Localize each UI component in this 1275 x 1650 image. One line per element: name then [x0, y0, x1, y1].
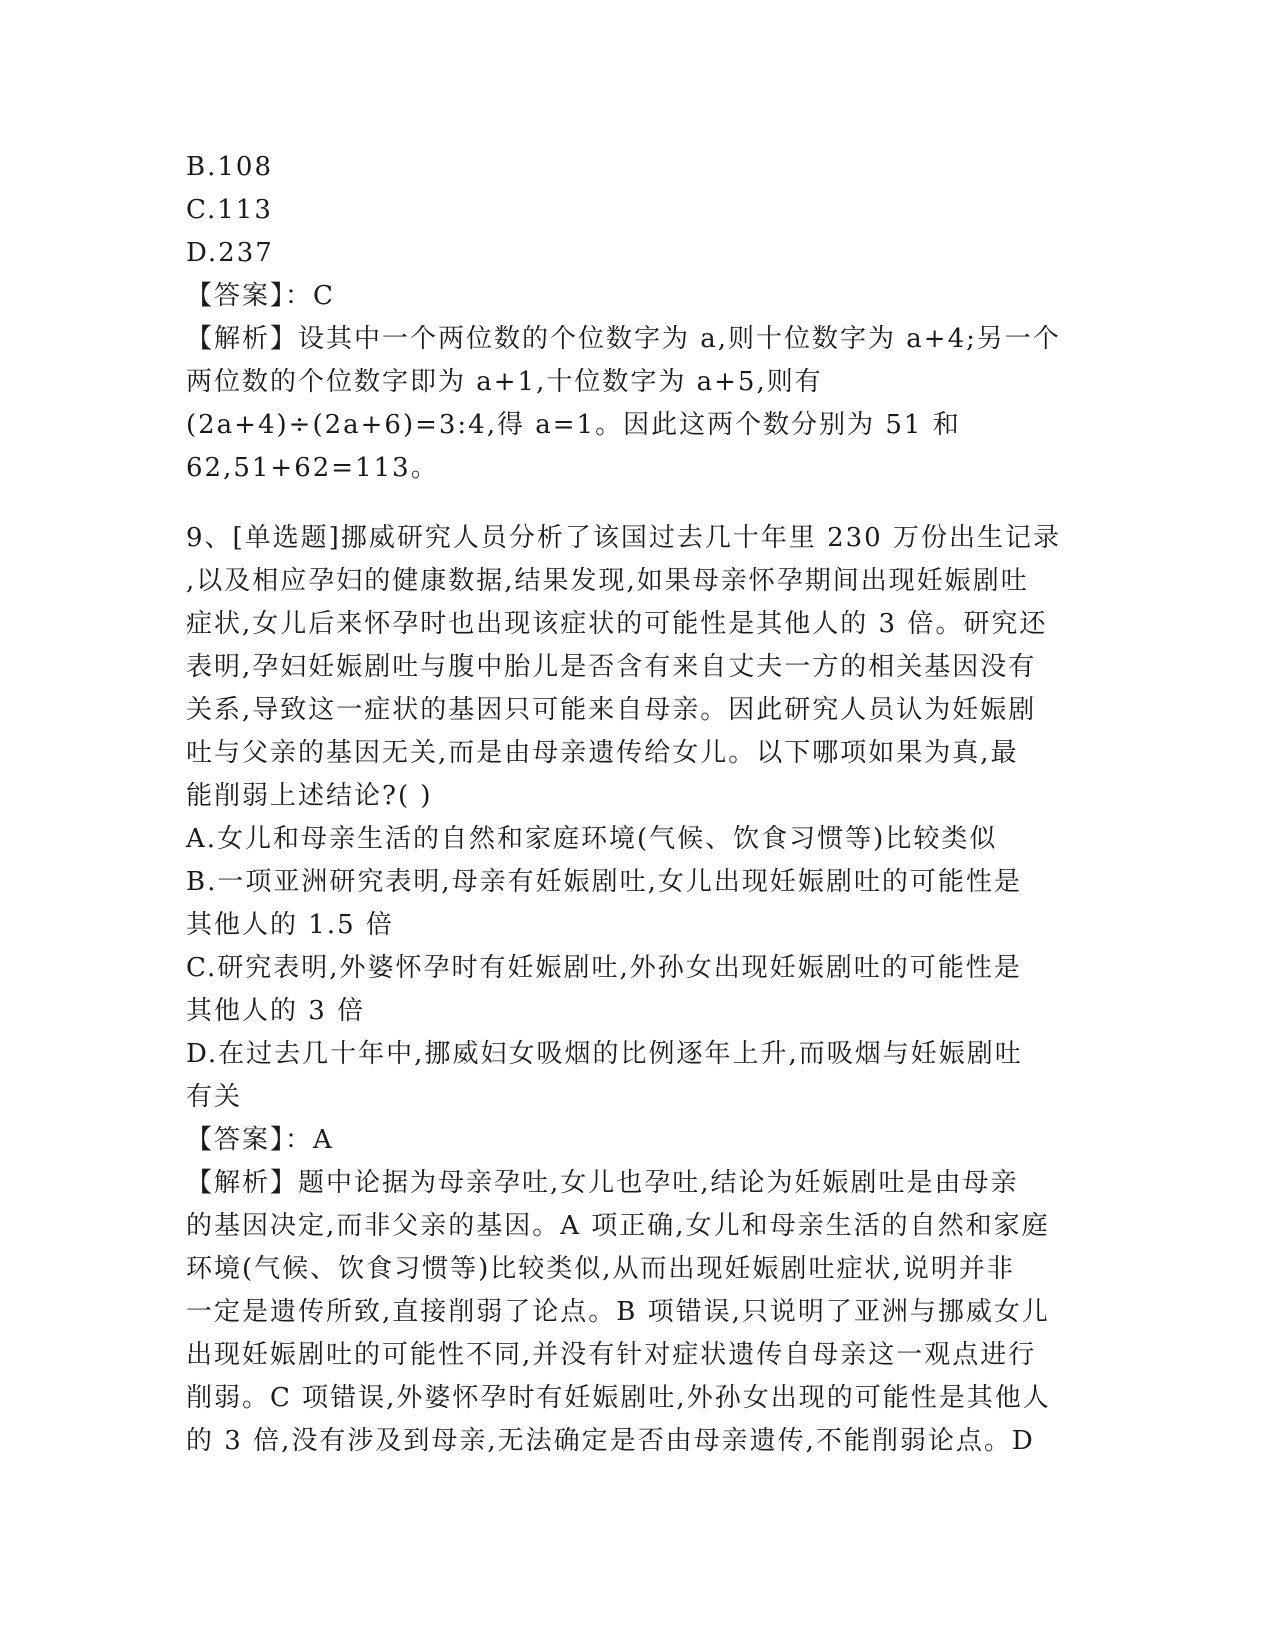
answer: 【答案】：A: [186, 1125, 334, 1155]
option-d-continued: 有关: [186, 1082, 243, 1112]
document-page: [186, 146, 1086, 1463]
option-a: A.女儿和母亲生活的自然和家庭环境(气候、饮食习惯等)比较类似: [186, 824, 998, 854]
question-line: 关系,导致这一症状的基因只可能来自母亲。因此研究人员认为妊娠剧: [186, 695, 1037, 725]
analysis-line: 的基因决定,而非父亲的基因。A 项正确,女儿和母亲生活的自然和家庭: [186, 1211, 1050, 1241]
question-8-continuation: [186, 146, 1086, 490]
question-line: ,以及相应孕妇的健康数据,结果发现,如果母亲怀孕期间出现妊娠剧吐: [186, 566, 1029, 596]
analysis-line: 一定是遗传所致,直接削弱了论点。B 项错误,只说明了亚洲与挪威女儿: [186, 1297, 1050, 1327]
option-d: D.237: [186, 238, 274, 268]
option-b: B.108: [186, 152, 273, 182]
question-line: 症状,女儿后来怀孕时也出现该症状的可能性是其他人的 3 倍。研究还: [186, 609, 1048, 639]
analysis-line: 环境(气候、饮食习惯等)比较类似,从而出现妊娠剧吐症状,说明并非: [186, 1254, 1015, 1284]
question-line: 表明,孕妇妊娠剧吐与腹中胎儿是否含有来自丈夫一方的相关基因没有: [186, 652, 1037, 682]
analysis-line: 【解析】设其中一个两位数的个位数字为 a,则十位数字为 a+4;另一个: [186, 324, 1061, 354]
option-c: C.研究表明,外婆怀孕时有妊娠剧吐,外孙女出现妊娠剧吐的可能性是: [186, 953, 1022, 983]
question-line: 吐与父亲的基因无关,而是由母亲遗传给女儿。以下哪项如果为真,最: [186, 738, 1019, 768]
analysis-line: 【解析】题中论据为母亲孕吐,女儿也孕吐,结论为妊娠剧吐是由母亲: [186, 1168, 1019, 1198]
analysis-line: 削弱。C 项错误,外婆怀孕时有妊娠剧吐,外孙女出现的可能性是其他人: [186, 1383, 1051, 1413]
option-b: B.一项亚洲研究表明,母亲有妊娠剧吐,女儿出现妊娠剧吐的可能性是: [186, 867, 1022, 897]
answer: 【答案】：C: [186, 281, 335, 311]
analysis-line: (2a+4)÷(2a+6)=3:4,得 a=1。因此这两个数分别为 51 和: [186, 410, 961, 440]
option-c: C.113: [186, 195, 273, 225]
analysis-line: 的 3 倍,没有涉及到母亲,无法确定是否由母亲遗传,不能削弱论点。D: [186, 1426, 1035, 1456]
analysis-line: 62,51+62=113。: [186, 453, 439, 483]
analysis-line: 两位数的个位数字即为 a+1,十位数字为 a+5,则有: [186, 367, 823, 397]
analysis-line: 出现妊娠剧吐的可能性不同,并没有针对症状遗传自母亲这一观点进行: [186, 1340, 1037, 1370]
option-b-continued: 其他人的 1.5 倍: [186, 910, 394, 940]
section-gap: [186, 490, 1086, 517]
question-9: [186, 517, 1086, 1463]
question-line: 9、[单选题]挪威研究人员分析了该国过去几十年里 230 万份出生记录: [186, 523, 1061, 553]
question-line: 能削弱上述结论?( ): [186, 781, 433, 811]
option-d: D.在过去几十年中,挪威妇女吸烟的比例逐年上升,而吸烟与妊娠剧吐: [186, 1039, 1023, 1069]
option-c-continued: 其他人的 3 倍: [186, 996, 366, 1026]
